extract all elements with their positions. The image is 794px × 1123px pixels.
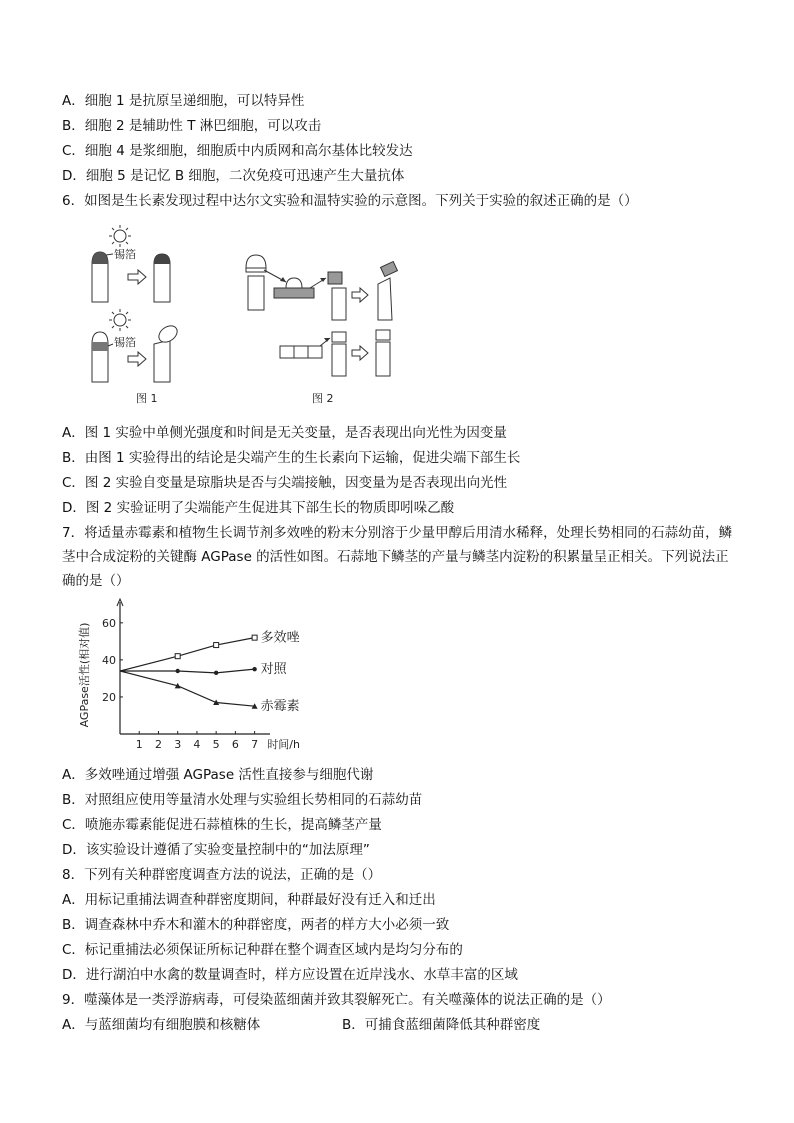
q9-stem: 9．噬藻体是一类浮游病毒，可侵染蓝细菌并致其裂解死亡。有关噬藻体的说法正确的是（） bbox=[62, 992, 611, 1008]
q8-option-a: A．用标记重捕法调查种群密度期间，种群最好没有迁入和迁出 bbox=[62, 892, 436, 908]
series-label: 赤霉素 bbox=[260, 699, 300, 715]
q6-stem: 6．如图是生长素发现过程中达尔文实验和温特实验的示意图。下列关于实验的叙述正确的是（） bbox=[62, 193, 638, 209]
foil-label-top: 锡箔 bbox=[114, 248, 136, 261]
y-tick-label: 20 bbox=[102, 690, 116, 704]
x-tick-label: 1 bbox=[135, 738, 143, 751]
foil-label-bottom: 锡箔 bbox=[114, 336, 136, 349]
q5-option-c: C．细胞 4 是浆细胞，细胞质中内质网和高尔基体比较发达 bbox=[62, 143, 413, 159]
series-label: 多效唑 bbox=[260, 630, 300, 646]
q8-option-c: C．标记重捕法必须保证所标记种群在整个调查区域内是均匀分布的 bbox=[62, 942, 463, 958]
data-point bbox=[214, 643, 219, 648]
q6-option-d: D．图 2 实验证明了尖端能产生促进其下部生长的物质即吲哚乙酸 bbox=[62, 500, 455, 516]
q7-option-c: C．喷施赤霉素能促进石蒜植株的生长，提高鳞茎产量 bbox=[62, 817, 382, 833]
q6-option-a: A．图 1 实验中单侧光强度和时间是无关变量，是否表现出向光性为因变量 bbox=[62, 425, 507, 441]
data-point bbox=[214, 671, 218, 675]
series-line bbox=[120, 669, 255, 673]
data-point bbox=[175, 654, 180, 659]
data-point bbox=[175, 669, 179, 673]
q9-option-b: B．可捕食蓝细菌降低其种群密度 bbox=[342, 1017, 541, 1033]
y-axis-label: AGPase活性(相对值) bbox=[78, 622, 91, 728]
q6-option-b: B．由图 1 实验得出的结论是尖端产生的生长素向下运输，促进尖端下部生长 bbox=[62, 450, 521, 466]
y-tick-label: 60 bbox=[102, 616, 116, 630]
sun-icon bbox=[109, 225, 131, 247]
x-tick-label: 6 bbox=[231, 738, 239, 751]
q7-stem: 7．将适量赤霉素和植物生长调节剂多效唑的粉末分别溶于少量甲醇后用清水稀释，处理长势相同的石蒜幼苗，鳞茎中合成淀粉的关键酶 AGPase 的活性如图。石蒜地下鳞茎的产量与鳞茎内淀粉的积累量呈正相关。下列说法正确的是（） bbox=[62, 525, 733, 589]
q5-option-a: A．细胞 1 是抗原呈递细胞，可以特异性 bbox=[62, 93, 305, 109]
agpase-activity-chart bbox=[74, 596, 314, 756]
q7-option-b: B．对照组应使用等量清水处理与实验组长势相同的石蒜幼苗 bbox=[62, 792, 423, 808]
x-tick-label: 7 bbox=[251, 738, 259, 751]
x-tick-label: 4 bbox=[193, 738, 201, 751]
x-axis-label: 时间/h bbox=[267, 738, 300, 751]
series-label: 对照 bbox=[260, 662, 287, 678]
series-line bbox=[120, 638, 255, 671]
data-point bbox=[252, 635, 257, 640]
q7-option-d: D．该实验设计遵循了实验变量控制中的“加法原理” bbox=[62, 842, 370, 858]
q5-option-b: B．细胞 2 是辅助性 T 淋巴细胞，可以攻击 bbox=[62, 118, 322, 134]
q6-option-c: C．图 2 实验自变量是琼脂块是否与尖端接触，因变量为是否表现出向光性 bbox=[62, 475, 508, 491]
figure-1-label: 图 1 bbox=[136, 392, 158, 405]
q8-stem: 8．下列有关种群密度调查方法的说法，正确的是（） bbox=[62, 867, 382, 883]
figure-2-went bbox=[240, 250, 415, 407]
q8-option-b: B．调查森林中乔木和灌木的种群密度，两者的样方大小必须一致 bbox=[62, 917, 450, 933]
q7-option-a: A．多效唑通过增强 AGPase 活性直接参与细胞代谢 bbox=[62, 767, 374, 783]
sun-icon bbox=[109, 309, 131, 331]
x-tick-label: 5 bbox=[212, 738, 220, 751]
figure-1-darwin bbox=[80, 222, 210, 407]
y-tick-label: 40 bbox=[102, 653, 116, 667]
data-point bbox=[252, 667, 256, 671]
q8-option-d: D．进行湖泊中水禽的数量调查时，样方应设置在近岸浅水、水草丰富的区域 bbox=[62, 967, 518, 983]
q5-option-d: D．细胞 5 是记忆 B 细胞，二次免疫可迅速产生大量抗体 bbox=[62, 168, 405, 184]
x-tick-label: 2 bbox=[154, 738, 162, 751]
figure-2-label: 图 2 bbox=[312, 392, 334, 405]
series-line bbox=[120, 671, 255, 706]
x-tick-label: 3 bbox=[174, 738, 182, 751]
q9-option-a: A．与蓝细菌均有细胞膜和核糖体 bbox=[62, 1017, 261, 1033]
